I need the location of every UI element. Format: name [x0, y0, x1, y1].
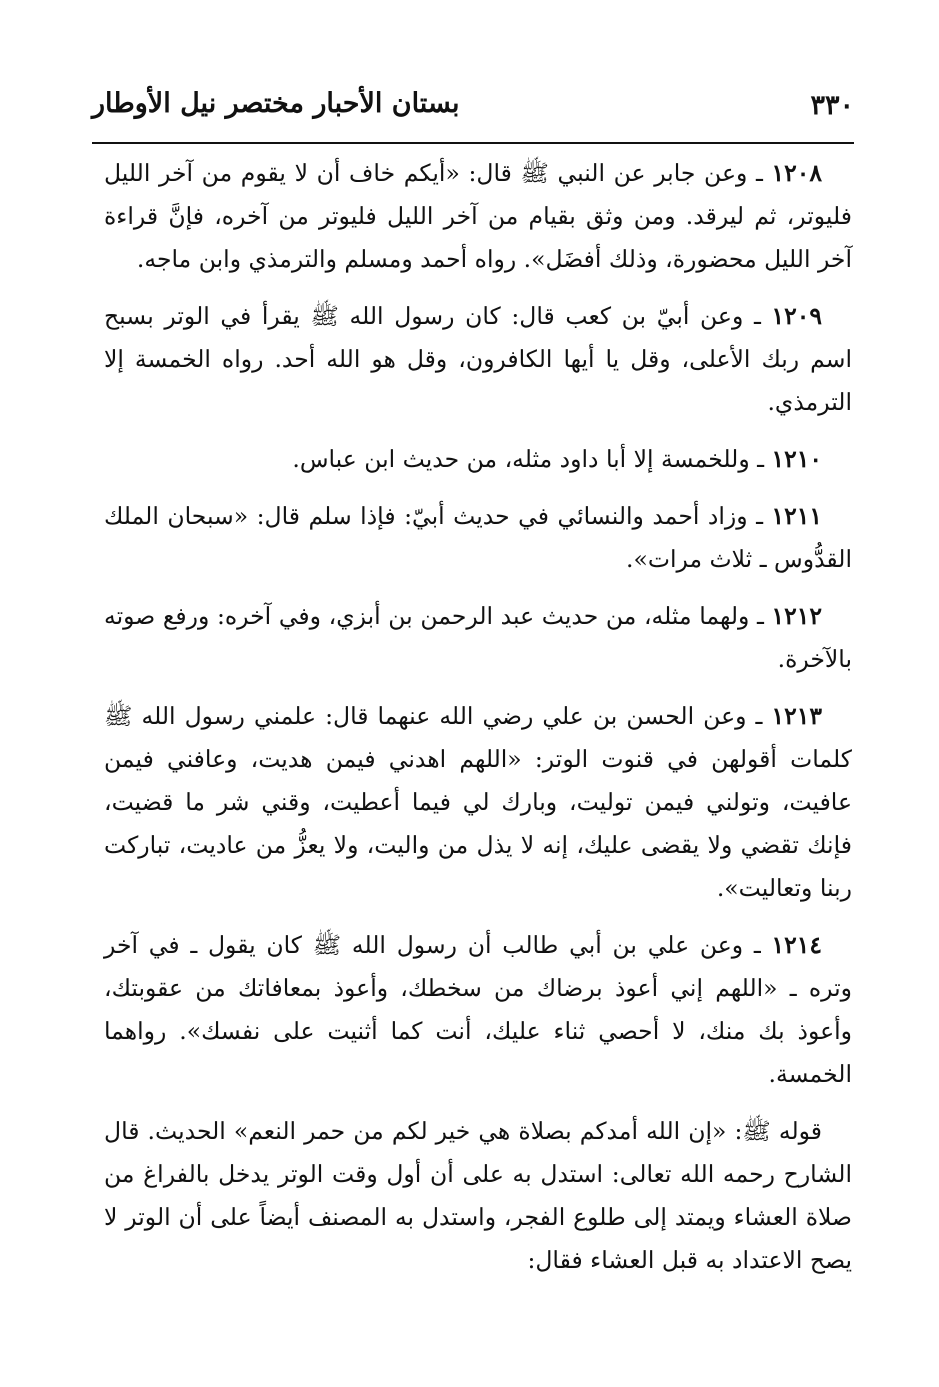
running-title: بستان الأحبار مختصر نيل الأوطار [92, 88, 460, 119]
hadith-1209 [104, 295, 852, 424]
hadith-1208 [104, 152, 852, 281]
hadith-text: ـ وللخمسة إلا أبا داود مثله، من حديث ابن عباس. [292, 445, 772, 473]
hadith-number: ١٢١٠ [771, 445, 822, 473]
hadith-1212 [104, 595, 852, 681]
page-number: ٣٣٠ [810, 90, 854, 121]
hadith-text: ـ وعن علي بن أبي طالب أن رسول الله ﷺ كان يقول ـ في آخر وتره ـ «اللهم إني أعوذ برضاك من سخطك، وأعوذ بمعافاتك من عقوبتك، وأعوذ بك منك، لا أحصي ثناء عليك، أنت كما أثنيت على نفسك». رواهما الخمسة. [104, 931, 852, 1088]
commentary-paragraph [104, 1110, 852, 1282]
hadith-number: ١٢١٢ [771, 602, 822, 630]
hadith-text: ـ وعن أبيّ بن كعب قال: كان رسول الله ﷺ يقرأ في الوتر بسبح اسم ربك الأعلى، وقل يا أيها الكافرون، وقل هو الله أحد. رواه الخمسة إلا الترمذي. [104, 302, 852, 416]
hadith-1210 [104, 438, 852, 481]
hadith-text: ـ وزاد أحمد والنسائي في حديث أبيّ: فإذا سلم قال: «سبحان الملك القدُّوس ـ ثلاث مرات». [104, 502, 852, 573]
commentary-text: قوله ﷺ: «إن الله أمدكم بصلاة هي خير لكم من حمر النعم» الحديث. قال الشارح رحمه الله تعالى: استدل به على أن أول وقت الوتر يدخل بالفراغ من صلاة العشاء ويمتد إلى طلوع الفجر، واستدل به المصنف أيضاً على أن الوتر لا يصح الاعتداد به قبل العشاء فقال: [104, 1117, 852, 1274]
hadith-text: ـ وعن جابر عن النبي ﷺ قال: «أيكم خاف أن لا يقوم من آخر الليل فليوتر، ثم ليرقد. ومن وثق بقيام من آخر الليل فليوتر من آخره، فإنَّ قراءة آخر الليل محضورة، وذلك أفضَل». رواه أحمد ومسلم والترمذي وابن ماجه. [104, 159, 852, 273]
hadith-1213 [104, 695, 852, 910]
hadith-1214 [104, 924, 852, 1096]
hadith-number: ١٢٠٨ [771, 159, 822, 187]
hadith-number: ١٢١٤ [771, 931, 822, 959]
hadith-1211 [104, 495, 852, 581]
hadith-text: ـ ولهما مثله، من حديث عبد الرحمن بن أبزي، وفي آخره: ورفع صوته بالآخرة. [104, 602, 852, 673]
hadith-number: ١٢٠٩ [771, 302, 822, 330]
header-rule [92, 142, 854, 144]
page-header [92, 86, 854, 136]
hadith-number: ١٢١١ [771, 502, 822, 530]
page-body [104, 152, 852, 1296]
hadith-number: ١٢١٣ [771, 702, 822, 730]
hadith-text: ـ وعن الحسن بن علي رضي الله عنهما قال: علمني رسول الله ﷺ كلمات أقولهن في قنوت الوتر: «اللهم اهدني فيمن هديت، وعافني فيمن عافيت، وتولني فيمن توليت، وبارك لي فيما أعطيت، وقني شر ما قضيت، فإنك تقضي ولا يقضى عليك، إنه لا يذل من واليت، ولا يعزُّ من عاديت، تباركت ربنا وتعاليت». [104, 702, 852, 902]
